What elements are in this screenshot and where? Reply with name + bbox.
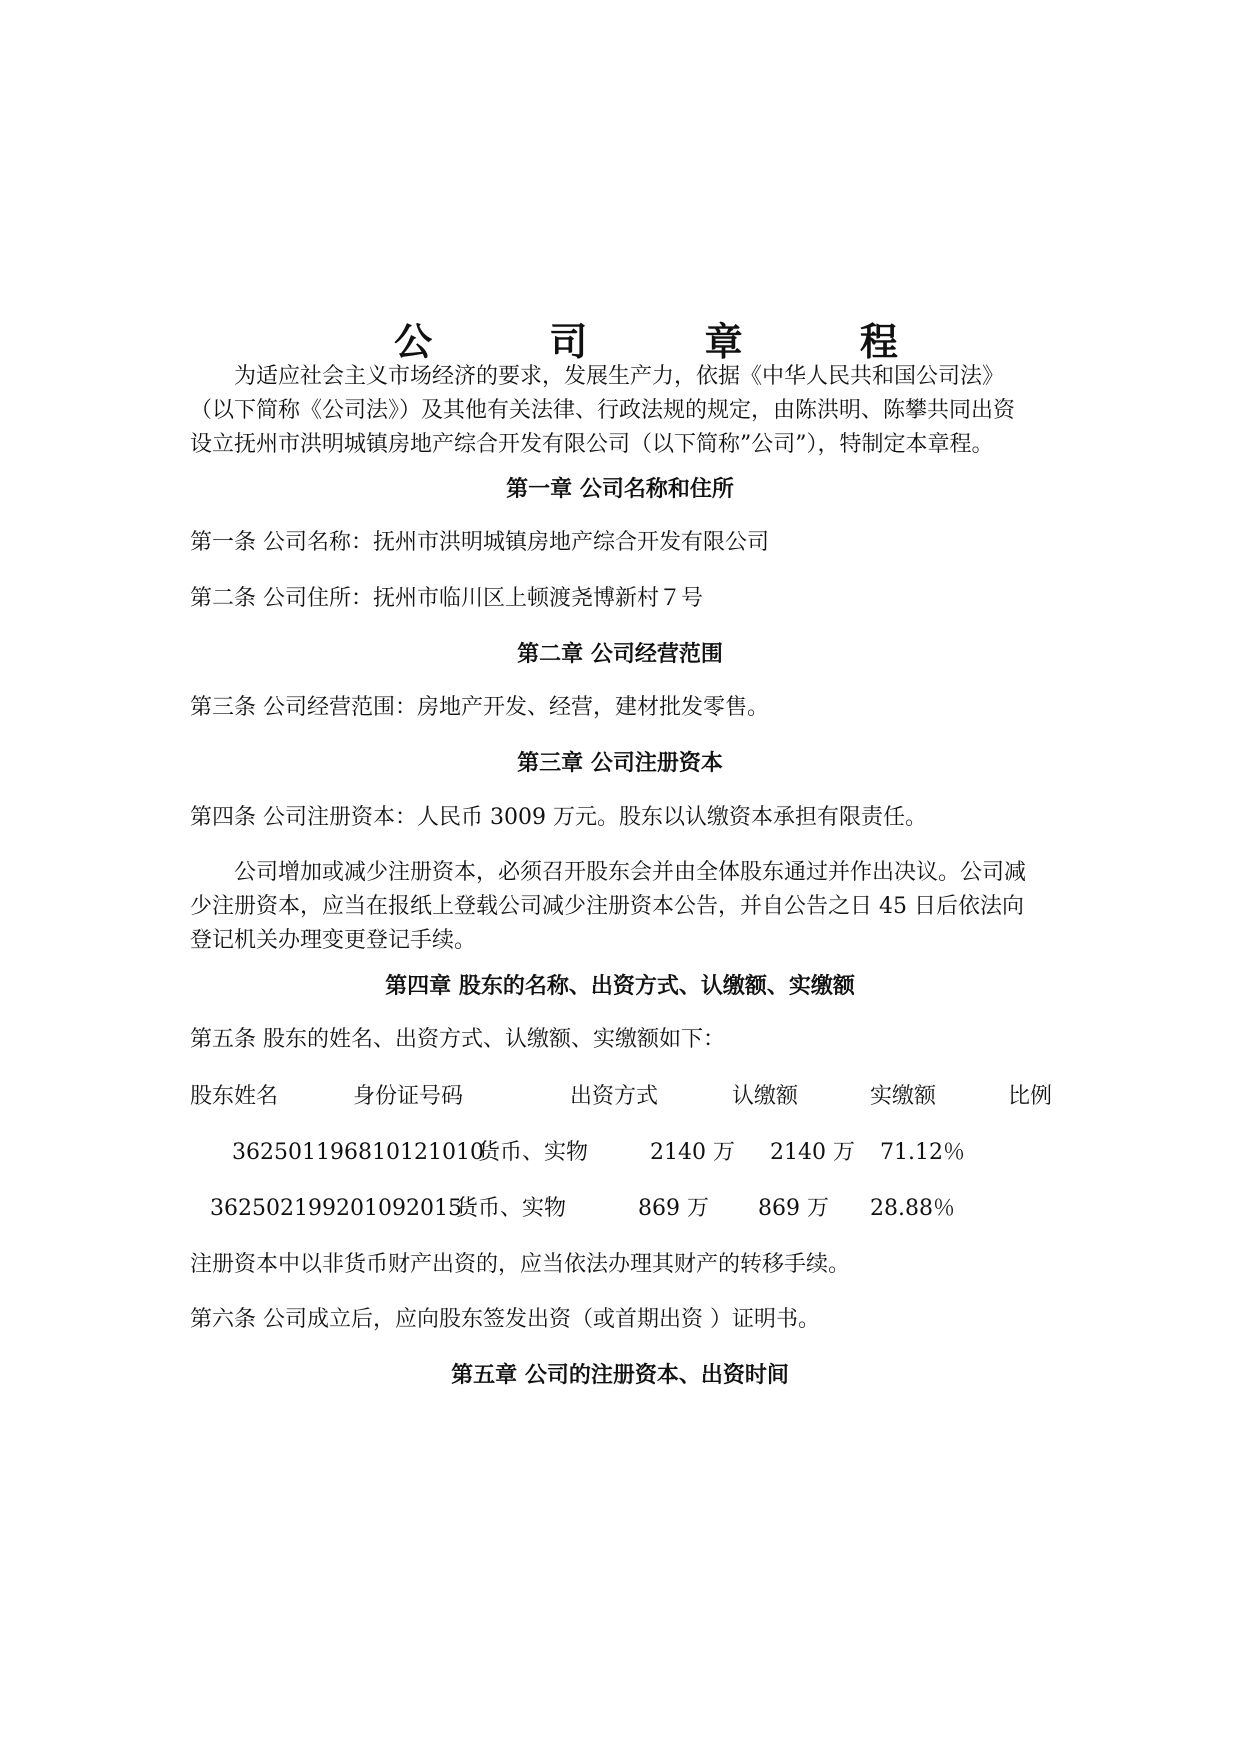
preamble-line-1: 为适应社会主义市场经济的要求，发展生产力，依据《中华人民共和国公司法》 — [234, 364, 1005, 389]
contribution-method-cell: 货币、实物 — [478, 1140, 589, 1165]
capital-change-paragraph — [190, 856, 1060, 958]
preamble — [190, 360, 1060, 462]
subscribed-amount-cell: 2140 万 — [650, 1140, 735, 1165]
article-3: 第三条 公司经营范围：房地产开发、经营，建材批发零售。 — [190, 695, 769, 720]
paid-amount-cell: 869 万 — [758, 1196, 829, 1221]
chapter-5-heading: 第五章 公司的注册资本、出资时间 — [451, 1363, 789, 1388]
preamble-line-2: （以下简称《公司法》）及其他有关法律、行政法规的规定，由陈洪明、陈攀共同出资 — [190, 398, 1016, 423]
article-1: 第一条 公司名称：抚州市洪明城镇房地产综合开发有限公司 — [190, 530, 769, 555]
preamble-line-3: 设立抚州市洪明城镇房地产综合开发有限公司（以下简称”公司”），特制定本章程。 — [190, 432, 994, 457]
article-4: 第四条 公司注册资本：人民币 3009 万元。股东以认缴资本承担有限责任。 — [190, 805, 927, 830]
table-row — [0, 1194, 1241, 1224]
capital-change-line-3: 登记机关办理变更登记手续。 — [190, 928, 477, 953]
chapter-2-heading: 第二章 公司经营范围 — [517, 642, 723, 667]
shareholder-table-header — [0, 1082, 1241, 1112]
id-number-cell: 362501196810121010 — [232, 1140, 484, 1165]
chapter-4-heading: 第四章 股东的名称、出资方式、认缴额、实缴额 — [385, 974, 855, 999]
ratio-cell: 28.88％ — [870, 1196, 955, 1221]
document-title: 公 司 章 程 — [394, 320, 950, 364]
chapter-3-heading: 第三章 公司注册资本 — [517, 751, 723, 776]
capital-change-line-1: 公司增加或减少注册资本，必须召开股东会并由全体股东通过并作出决议。公司减 — [234, 860, 1027, 885]
noncash-note: 注册资本中以非货币财产出资的，应当依法办理其财产的转移手续。 — [190, 1252, 851, 1277]
contribution-method-cell: 货币、实物 — [456, 1196, 567, 1221]
table-row — [0, 1138, 1241, 1168]
id-number-cell: 362502199201092015 — [210, 1196, 462, 1221]
header-id-number: 身份证号码 — [353, 1084, 464, 1109]
chapter-1-heading: 第一章 公司名称和住所 — [506, 477, 734, 502]
article-5: 第五条 股东的姓名、出资方式、认缴额、实缴额如下： — [190, 1027, 725, 1052]
article-2: 第二条 公司住所：抚州市临川区上顿渡尧博新村７号 — [190, 586, 703, 611]
ratio-cell: 71.12％ — [880, 1140, 965, 1165]
header-contribution-method: 出资方式 — [570, 1084, 659, 1109]
capital-change-line-2: 少注册资本，应当在报纸上登载公司减少注册资本公告，并自公告之日 45 日后依法向 — [190, 894, 1024, 919]
paid-amount-cell: 2140 万 — [770, 1140, 855, 1165]
header-ratio: 比例 — [1008, 1084, 1053, 1109]
header-shareholder-name: 股东姓名 — [190, 1084, 279, 1109]
subscribed-amount-cell: 869 万 — [638, 1196, 709, 1221]
article-6: 第六条 公司成立后，应向股东签发出资（或首期出资 ）证明书。 — [190, 1307, 820, 1332]
header-paid-amount: 实缴额 — [870, 1084, 937, 1109]
header-subscribed-amount: 认缴额 — [732, 1084, 799, 1109]
